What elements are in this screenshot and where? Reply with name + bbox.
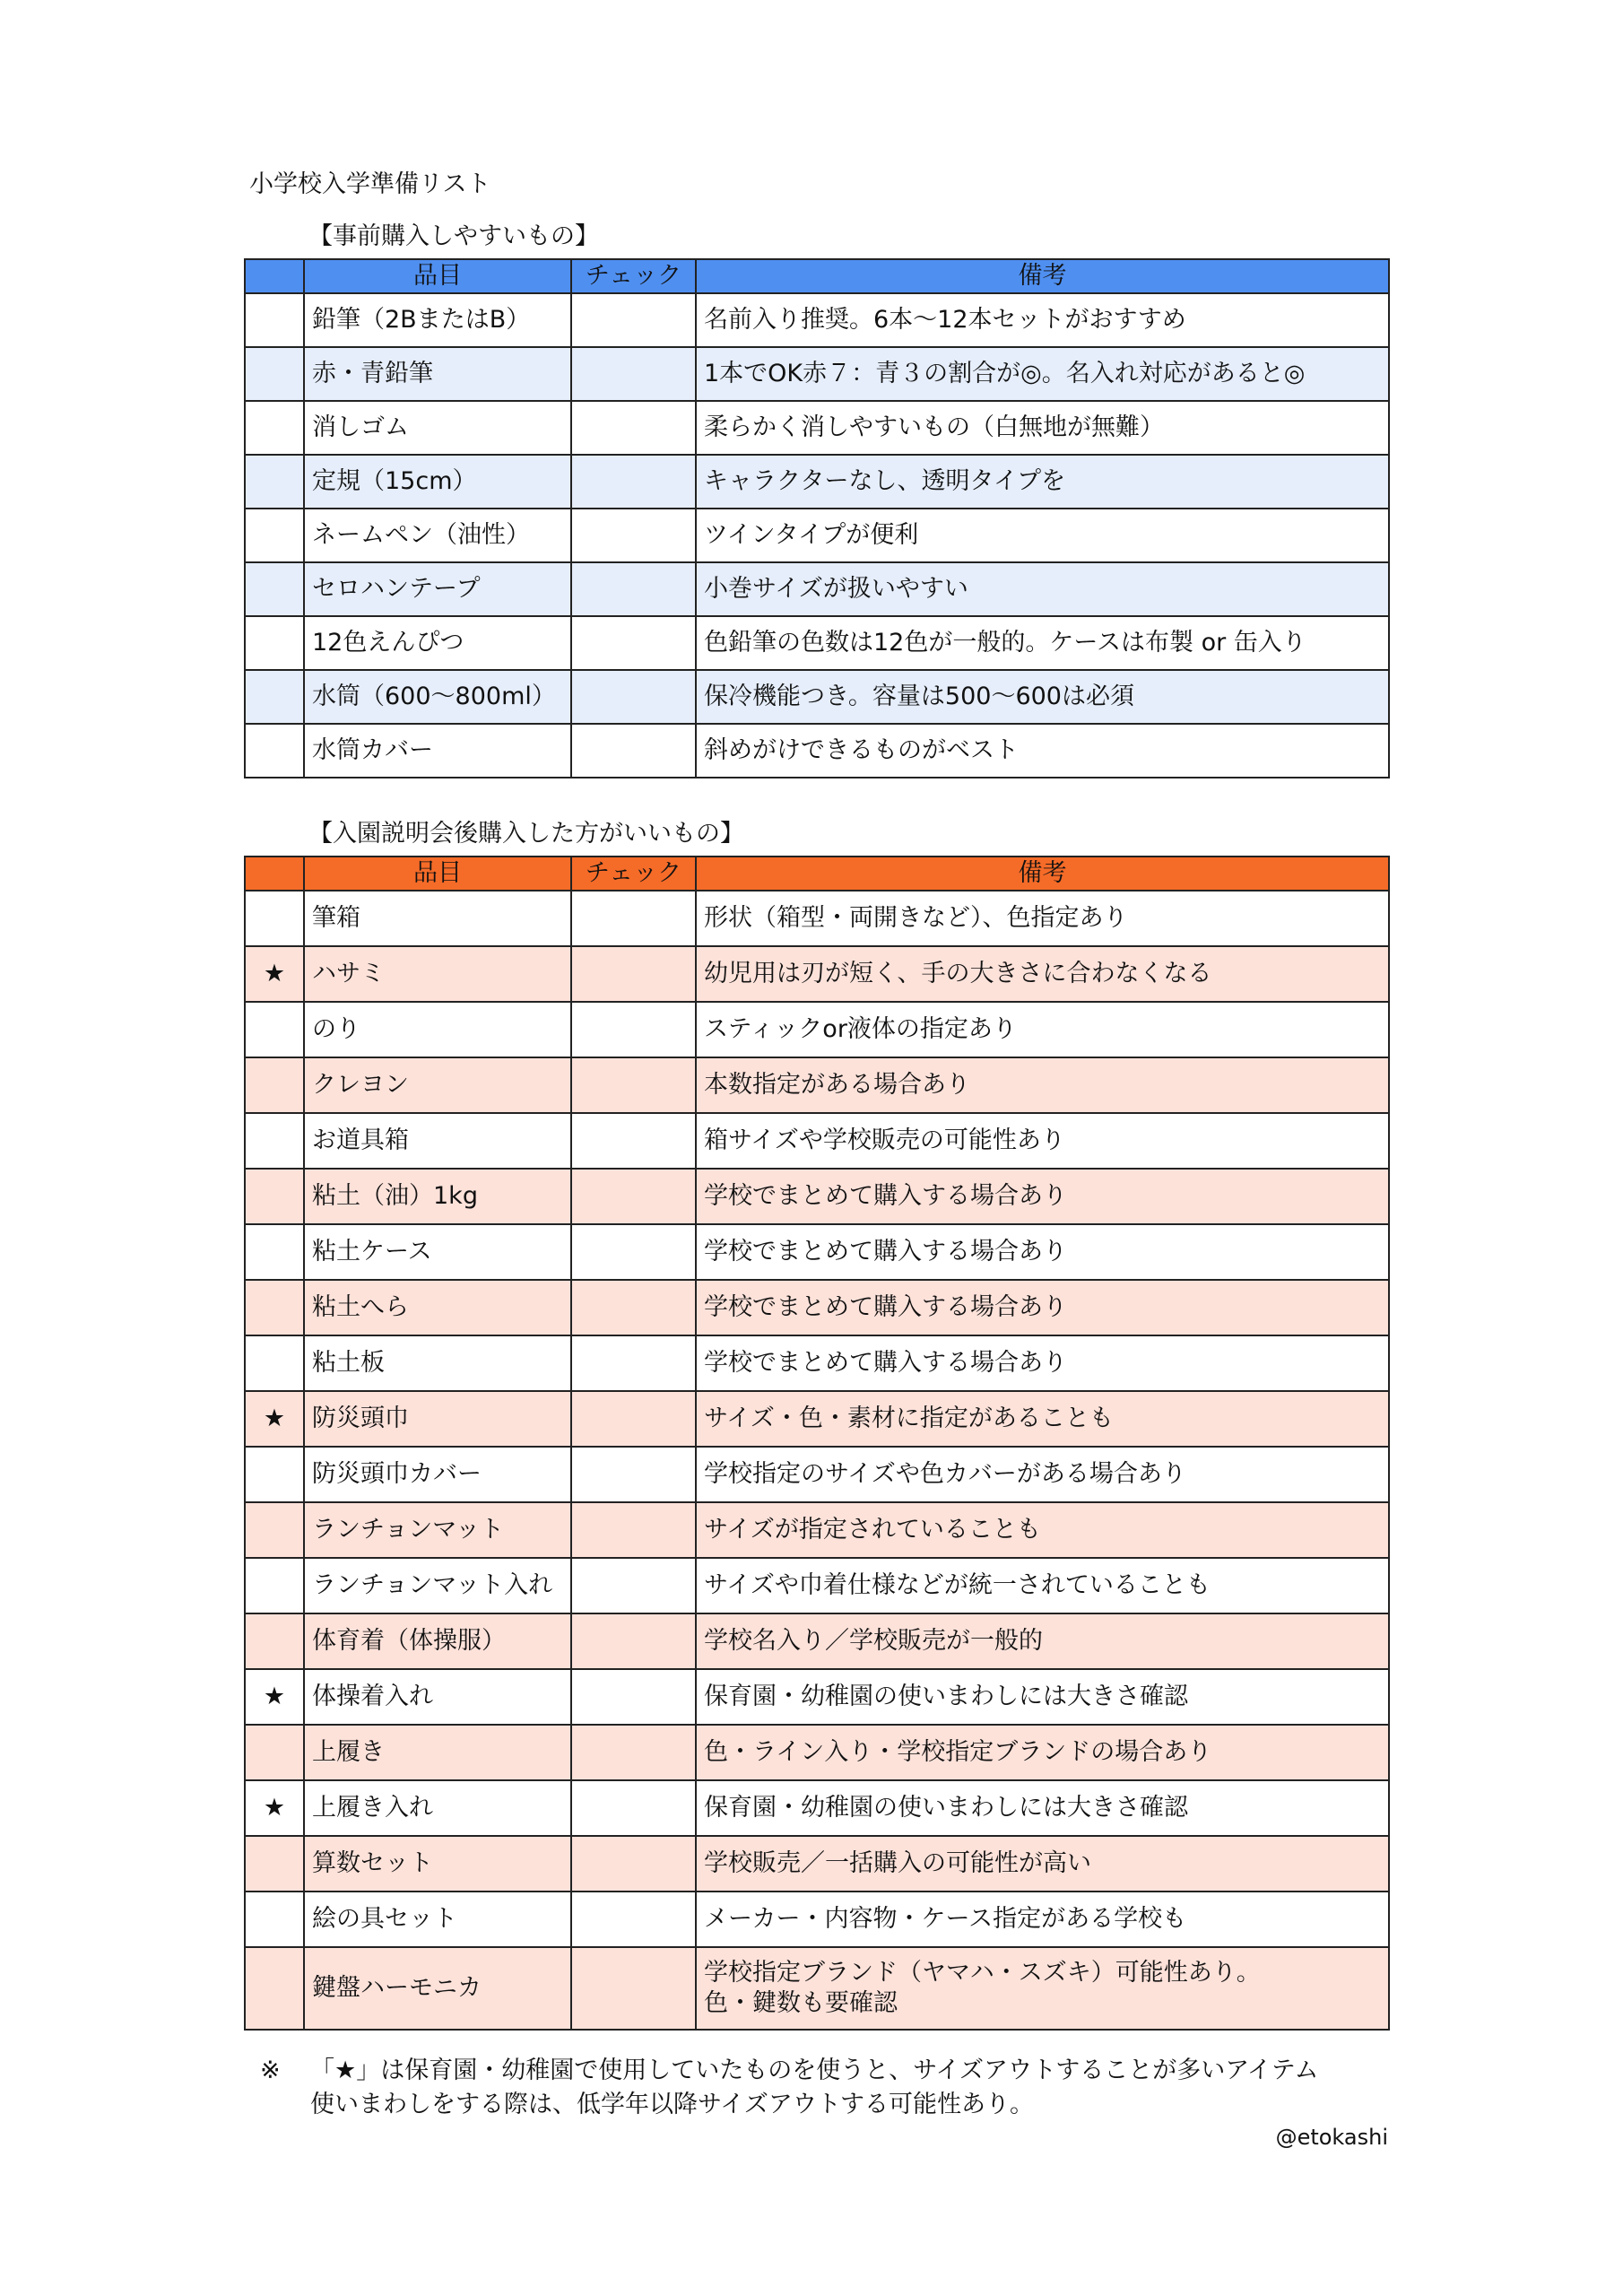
- header-item: 品目: [304, 857, 571, 891]
- check-cell[interactable]: [571, 1391, 696, 1447]
- note-cell: 色・ライン入り・学校指定ブランドの場合あり: [696, 1725, 1389, 1780]
- table-row: [245, 1669, 1389, 1725]
- star-cell: [245, 509, 304, 562]
- table-row: [245, 1447, 1389, 1502]
- item-cell: 消しゴム: [304, 401, 571, 455]
- star-cell: [245, 1725, 304, 1780]
- note-cell: サイズや巾着仕様などが統一されていることも: [696, 1558, 1389, 1613]
- note-cell: 保冷機能つき。容量は500〜600は必須: [696, 670, 1389, 724]
- header-star-cell: [245, 857, 304, 891]
- star-cell: [245, 1169, 304, 1224]
- footnote-mark: ※: [260, 2057, 281, 2084]
- star-cell: [245, 1947, 304, 2030]
- check-cell[interactable]: [571, 401, 696, 455]
- table-row: [245, 1558, 1389, 1613]
- item-cell: 筆箱: [304, 891, 571, 946]
- section1-title: 【事前購入しやすいもの】: [308, 222, 599, 250]
- table-row: [245, 347, 1389, 401]
- star-cell: [245, 1447, 304, 1502]
- note-cell: サイズが指定されていることも: [696, 1502, 1389, 1558]
- note-cell: [696, 1947, 1389, 2030]
- table-header-row: [245, 259, 1389, 293]
- check-cell[interactable]: [571, 1169, 696, 1224]
- check-cell[interactable]: [571, 946, 696, 1002]
- item-cell: 上履き入れ: [304, 1780, 571, 1836]
- item-cell: 粘土ケース: [304, 1224, 571, 1280]
- check-cell[interactable]: [571, 1280, 696, 1335]
- star-cell: [245, 616, 304, 670]
- item-cell: 赤・青鉛筆: [304, 347, 571, 401]
- table-row: [245, 1002, 1389, 1057]
- table-row: [245, 1224, 1389, 1280]
- table-row: [245, 509, 1389, 562]
- star-icon: ★: [245, 1780, 304, 1836]
- check-cell[interactable]: [571, 455, 696, 509]
- star-cell: [245, 562, 304, 616]
- star-cell: [245, 670, 304, 724]
- check-cell[interactable]: [571, 1892, 696, 1947]
- table-row: [245, 562, 1389, 616]
- note-cell: 斜めがけできるものがベスト: [696, 724, 1389, 778]
- check-cell[interactable]: [571, 1113, 696, 1169]
- item-cell: 体操着入れ: [304, 1669, 571, 1725]
- note-cell: 学校指定のサイズや色カバーがある場合あり: [696, 1447, 1389, 1502]
- item-cell: ネームペン（油性）: [304, 509, 571, 562]
- author-credit: @etokashi: [1275, 2125, 1388, 2150]
- star-cell: [245, 1002, 304, 1057]
- item-cell: 体育着（体操服）: [304, 1613, 571, 1669]
- star-cell: [245, 1057, 304, 1113]
- footnote-text-1: 「★」は保育園・幼稚園で使用していたものを使うと、サイズアウトすることが多いアイテム: [310, 2057, 1319, 2084]
- check-cell[interactable]: [571, 1836, 696, 1892]
- table-row: [245, 455, 1389, 509]
- table-row: [245, 1780, 1389, 1836]
- check-cell[interactable]: [571, 509, 696, 562]
- table-row: [245, 293, 1389, 347]
- check-cell[interactable]: [571, 1669, 696, 1725]
- star-cell: [245, 724, 304, 778]
- star-cell: [245, 1502, 304, 1558]
- check-cell[interactable]: [571, 1558, 696, 1613]
- item-cell: 定規（15cm）: [304, 455, 571, 509]
- table-row: [245, 891, 1389, 946]
- star-cell: [245, 347, 304, 401]
- header-check: チェック: [571, 259, 696, 293]
- check-cell[interactable]: [571, 724, 696, 778]
- table-row: [245, 1892, 1389, 1947]
- note-cell: 形状（箱型・両開きなど）、色指定あり: [696, 891, 1389, 946]
- footnote-line-1: [260, 2054, 1318, 2088]
- star-cell: [245, 401, 304, 455]
- check-cell[interactable]: [571, 293, 696, 347]
- check-cell[interactable]: [571, 1447, 696, 1502]
- table-row: [245, 1335, 1389, 1391]
- table-row: [245, 724, 1389, 778]
- star-cell: [245, 1113, 304, 1169]
- section1-table: [244, 258, 1390, 778]
- note-cell: 名前入り推奨。6本〜12本セットがおすすめ: [696, 293, 1389, 347]
- star-cell: [245, 1335, 304, 1391]
- check-cell[interactable]: [571, 616, 696, 670]
- table-row: [245, 670, 1389, 724]
- item-cell: 絵の具セット: [304, 1892, 571, 1947]
- star-cell: [245, 1892, 304, 1947]
- star-cell: [245, 293, 304, 347]
- note-cell: 学校名入り／学校販売が一般的: [696, 1613, 1389, 1669]
- table-header-row: [245, 857, 1389, 891]
- item-cell: 防災頭巾: [304, 1391, 571, 1447]
- section2-title: 【入園説明会後購入した方がいいもの】: [308, 820, 744, 848]
- table-row: [245, 1613, 1389, 1669]
- check-cell[interactable]: [571, 1224, 696, 1280]
- section2-table: [244, 856, 1390, 2031]
- item-cell: のり: [304, 1002, 571, 1057]
- item-cell: ランチョンマット入れ: [304, 1558, 571, 1613]
- table-row: [245, 1725, 1389, 1780]
- item-cell: ランチョンマット: [304, 1502, 571, 1558]
- note-cell: 学校でまとめて購入する場合あり: [696, 1280, 1389, 1335]
- note-line-2: 色・鍵数も要確認: [704, 1989, 898, 2017]
- check-cell[interactable]: [571, 1613, 696, 1669]
- note-cell: 学校販売／一括購入の可能性が高い: [696, 1836, 1389, 1892]
- check-cell[interactable]: [571, 891, 696, 946]
- note-cell: スティックor液体の指定あり: [696, 1002, 1389, 1057]
- table-row: [245, 1502, 1389, 1558]
- header-check: チェック: [571, 857, 696, 891]
- star-cell: [245, 891, 304, 946]
- check-cell[interactable]: [571, 1725, 696, 1780]
- table-row: [245, 1836, 1389, 1892]
- star-icon: ★: [245, 1391, 304, 1447]
- footnote-line-2: 使いまわしをする際は、低学年以降サイズアウトする可能性あり。: [310, 2091, 1035, 2118]
- item-cell: 12色えんぴつ: [304, 616, 571, 670]
- check-cell[interactable]: [571, 562, 696, 616]
- check-cell[interactable]: [571, 670, 696, 724]
- table-row: [245, 401, 1389, 455]
- check-cell[interactable]: [571, 1002, 696, 1057]
- check-cell[interactable]: [571, 1335, 696, 1391]
- check-cell[interactable]: [571, 1947, 696, 2030]
- check-cell[interactable]: [571, 347, 696, 401]
- note-cell: メーカー・内容物・ケース指定がある学校も: [696, 1892, 1389, 1947]
- item-cell: セロハンテープ: [304, 562, 571, 616]
- note-cell: キャラクターなし、透明タイプを: [696, 455, 1389, 509]
- table-row: [245, 1947, 1389, 2030]
- check-cell[interactable]: [571, 1780, 696, 1836]
- item-cell: 粘土（油）1kg: [304, 1169, 571, 1224]
- item-cell: 水筒（600〜800ml）: [304, 670, 571, 724]
- item-cell: 粘土へら: [304, 1280, 571, 1335]
- item-cell: 算数セット: [304, 1836, 571, 1892]
- note-cell: 学校でまとめて購入する場合あり: [696, 1335, 1389, 1391]
- check-cell[interactable]: [571, 1057, 696, 1113]
- table-row: [245, 1169, 1389, 1224]
- item-cell: 粘土板: [304, 1335, 571, 1391]
- note-cell: 保育園・幼稚園の使いまわしには大きさ確認: [696, 1780, 1389, 1836]
- note-cell: 小巻サイズが扱いやすい: [696, 562, 1389, 616]
- table-row: [245, 1057, 1389, 1113]
- note-cell: サイズ・色・素材に指定があることも: [696, 1391, 1389, 1447]
- table-row: [245, 616, 1389, 670]
- item-cell: 上履き: [304, 1725, 571, 1780]
- footnote: [260, 2054, 1318, 2122]
- item-cell: 水筒カバー: [304, 724, 571, 778]
- note-cell: 幼児用は刃が短く、手の大きさに合わなくなる: [696, 946, 1389, 1002]
- star-icon: ★: [245, 946, 304, 1002]
- star-cell: [245, 1836, 304, 1892]
- star-cell: [245, 455, 304, 509]
- table-row: [245, 946, 1389, 1002]
- item-cell: クレヨン: [304, 1057, 571, 1113]
- note-cell: ツインタイプが便利: [696, 509, 1389, 562]
- note-cell: 箱サイズや学校販売の可能性あり: [696, 1113, 1389, 1169]
- table-row: [245, 1391, 1389, 1447]
- note-cell: 学校でまとめて購入する場合あり: [696, 1169, 1389, 1224]
- note-cell: 1本でOK赤７：青３の割合が◎。名入れ対応があると◎: [696, 347, 1389, 401]
- header-note: 備考: [696, 857, 1389, 891]
- item-cell: 鍵盤ハーモニカ: [304, 1947, 571, 2030]
- document-title: 小学校入学準備リスト: [249, 170, 491, 198]
- item-cell: 鉛筆（2BまたはB）: [304, 293, 571, 347]
- star-cell: [245, 1613, 304, 1669]
- note-cell: 色鉛筆の色数は12色が一般的。ケースは布製 or 缶入り: [696, 616, 1389, 670]
- star-icon: ★: [245, 1669, 304, 1725]
- check-cell[interactable]: [571, 1502, 696, 1558]
- header-note: 備考: [696, 259, 1389, 293]
- note-cell: 学校でまとめて購入する場合あり: [696, 1224, 1389, 1280]
- header-star-cell: [245, 259, 304, 293]
- note-cell: 本数指定がある場合あり: [696, 1057, 1389, 1113]
- note-line-1: 学校指定ブランド（ヤマハ・スズキ）可能性あり。: [704, 1959, 1261, 1987]
- item-cell: ハサミ: [304, 946, 571, 1002]
- star-cell: [245, 1280, 304, 1335]
- table-row: [245, 1113, 1389, 1169]
- note-cell: 柔らかく消しやすいもの（白無地が無難）: [696, 401, 1389, 455]
- header-item: 品目: [304, 259, 571, 293]
- item-cell: 防災頭巾カバー: [304, 1447, 571, 1502]
- table-row: [245, 1280, 1389, 1335]
- note-cell: 保育園・幼稚園の使いまわしには大きさ確認: [696, 1669, 1389, 1725]
- item-cell: お道具箱: [304, 1113, 571, 1169]
- star-cell: [245, 1224, 304, 1280]
- star-cell: [245, 1558, 304, 1613]
